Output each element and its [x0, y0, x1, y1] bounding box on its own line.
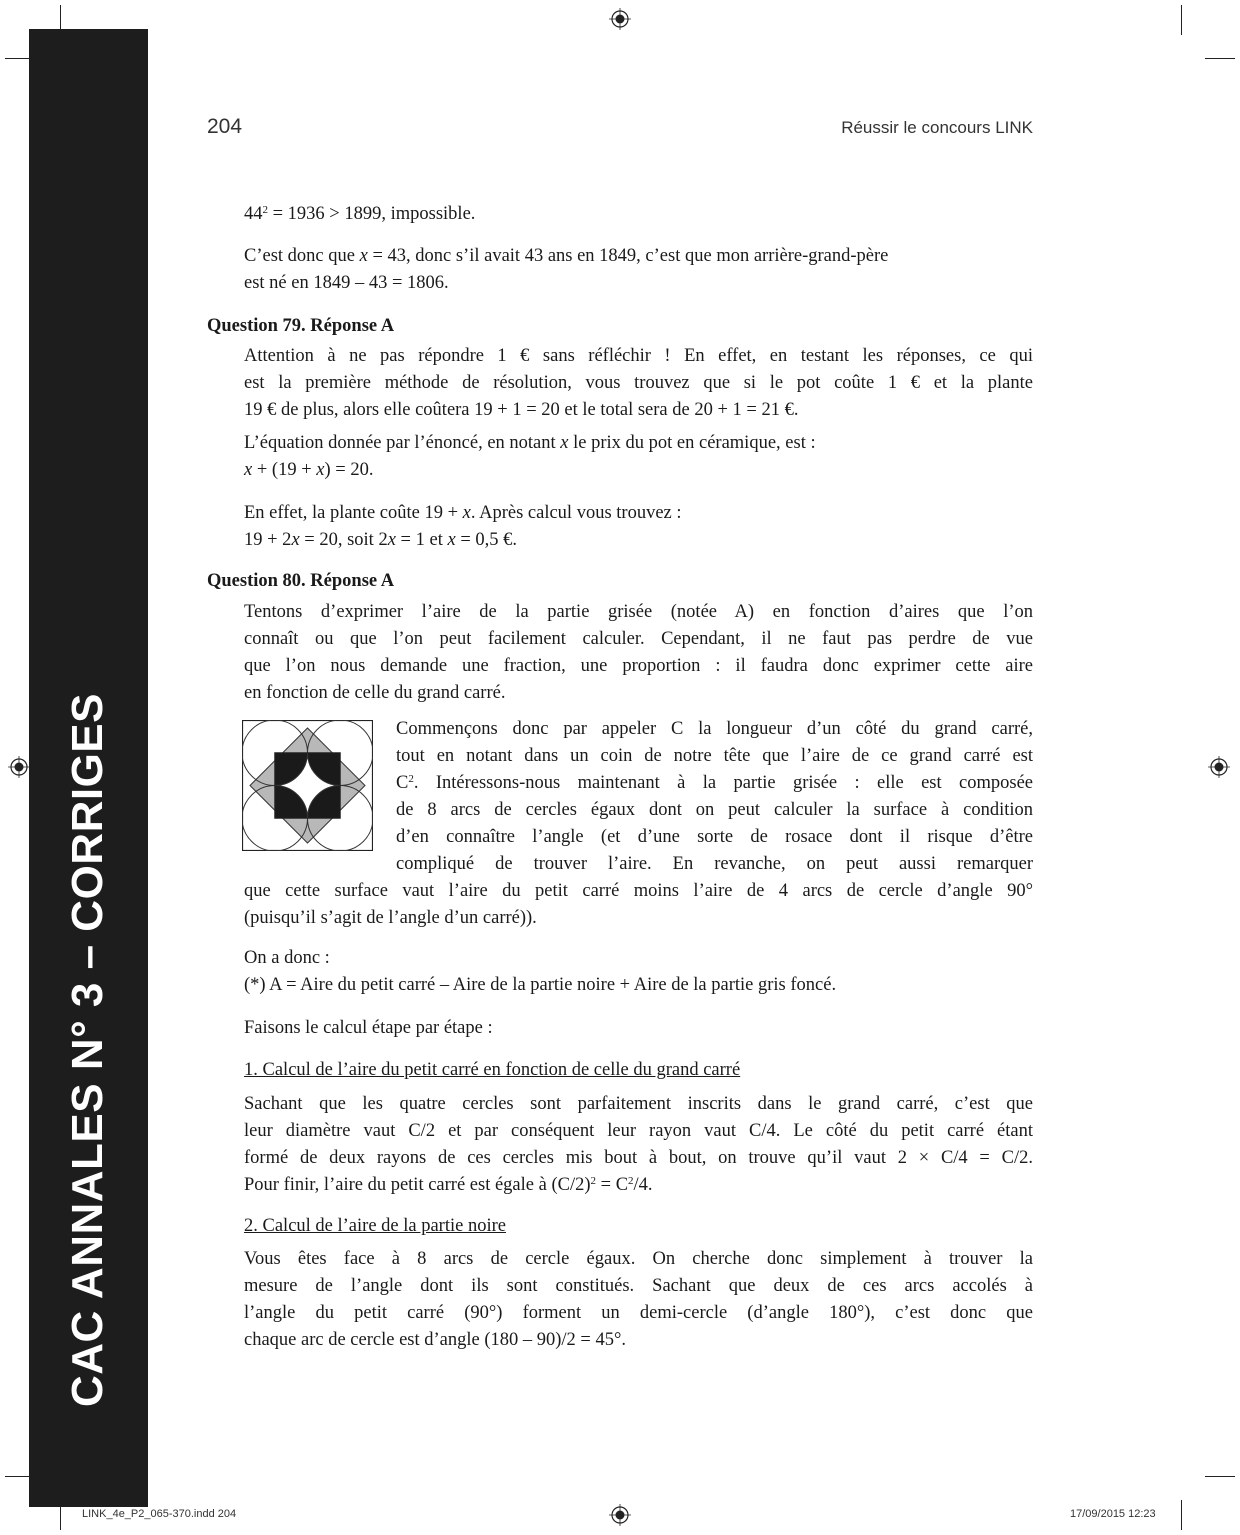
- step-2-paragraph: Vous êtes face à 8 arcs de cercle égaux. On cherche donc simplement à trouver la mesure de l’angle dont ils sont constitués. Sachant que deux de ces arcs accolés à l’angle du petit carré (90°) forment un demi-cercle (d’angle 180°), c’est donc que chaque arc de cercle est d’angle (180 – 90)/2 = 45°.: [244, 1249, 1033, 1350]
- q79-paragraph-1: Attention à ne pas répondre 1 € sans réfléchir ! En effet, en testant les réponses, ce qui est la première méthode de résolution, vous trouvez que si le pot coûte 1 € et la plante 19 € de plus, alors elle coûtera 19 + 1 = 20 et le total sera de 20 + 1 = 21 €.: [244, 346, 1033, 420]
- crop-mark: [1205, 58, 1235, 59]
- question-79-heading: Question 79. Réponse A: [207, 316, 395, 336]
- geometry-figure: [242, 720, 373, 851]
- crop-mark: [1181, 1500, 1182, 1530]
- step-1-paragraph: Sachant que les quatre cercles sont parfaitement inscrits dans le grand carré, c’est que leur diamètre vaut C/2 et par conséquent leur rayon vaut C/4. Le côté du petit carré étant formé de deux rayons de ces cercles mis bout à bout, on trouve qu’il vaut 2 × C/4 = C/2. Pour finir, l’aire du petit carré est égale à $(C/2)^2 = C^2/4$.: [244, 1094, 1033, 1195]
- q79-paragraph-2: L’équation donnée par l’énoncé, en notant x le prix du pot en céramique, est : x + (19 + x) = 20.: [244, 433, 816, 480]
- step-2-title: 2. Calcul de l’aire de la partie noire: [244, 1216, 506, 1236]
- question-80-heading: Question 80. Réponse A: [207, 571, 395, 591]
- intro-paragraph: C’est donc que x = 43, donc s’il avait 43 ans en 1849, c’est que mon arrière-grand-père est né en 1849 – 43 = 1806.: [244, 246, 889, 293]
- page-number: 204: [207, 115, 243, 138]
- q80-paragraph-4: Faisons le calcul étape par étape :: [244, 1018, 493, 1038]
- registration-mark-icon: [609, 8, 631, 30]
- q80-wrapped-paragraph: Commençons donc par appeler C la longueur d’un côté du grand carré, tout en notant dans un coin de notre tête que l’aire de ce grand carré est $C^2$. Intéressons-nous maintenant à la partie grisée : elle est composée de 8 arcs de cercles égaux dont on peut calculer la surface à condition d’en connaître l’angle (et d’une sorte de rosace dont il risque d’être compliqué de trouver l’aire. En revanche, on peut aussi remarquer: [396, 719, 1033, 874]
- registration-mark-icon: [609, 1504, 631, 1526]
- running-head: Réussir le concours LINK: [841, 118, 1033, 137]
- q80-paragraph-1: Tentons d’exprimer l’aire de la partie grisée (notée A) en fonction d’aires que l’on connaît ou que l’on peut facilement calculer. Cependant, il ne faut pas perdre de vue que l’on nous demande une fraction, une proportion : il faudra donc exprimer cette aire en fonction de celle du grand carré.: [244, 602, 1033, 703]
- q79-paragraph-3: En effet, la plante coûte 19 + x. Après calcul vous trouvez : 19 + 2x = 20, soit 2x = 1 et x = 0,5 €.: [244, 503, 682, 550]
- crop-mark: [1205, 1476, 1235, 1477]
- side-tab-title: CAC ANNALES N° 3 – CORRIGES: [63, 693, 112, 1407]
- q80-wrapped-paragraph-continued: que cette surface vaut l’aire du petit carré moins l’aire de 4 arcs de cercle d’angle 90° (puisqu’il s’agit de l’angle d’un carré)).: [244, 881, 1033, 928]
- step-1-title: 1. Calcul de l’aire du petit carré en fonction de celle du grand carré: [244, 1060, 741, 1080]
- registration-mark-icon: [8, 756, 30, 778]
- intro-line: $44^2 = 1936 > 1899$, impossible.: [244, 204, 476, 224]
- footer-file-slug: LINK_4e_P2_065-370.indd 204: [82, 1508, 237, 1520]
- crop-mark: [1181, 5, 1182, 35]
- registration-mark-icon: [1208, 756, 1230, 778]
- q80-paragraph-3: On a donc : (*) A = Aire du petit carré – Aire de la partie noire + Aire de la partie gris foncé.: [244, 948, 837, 995]
- footer-date-slug: 17/09/2015 12:23: [1070, 1508, 1156, 1520]
